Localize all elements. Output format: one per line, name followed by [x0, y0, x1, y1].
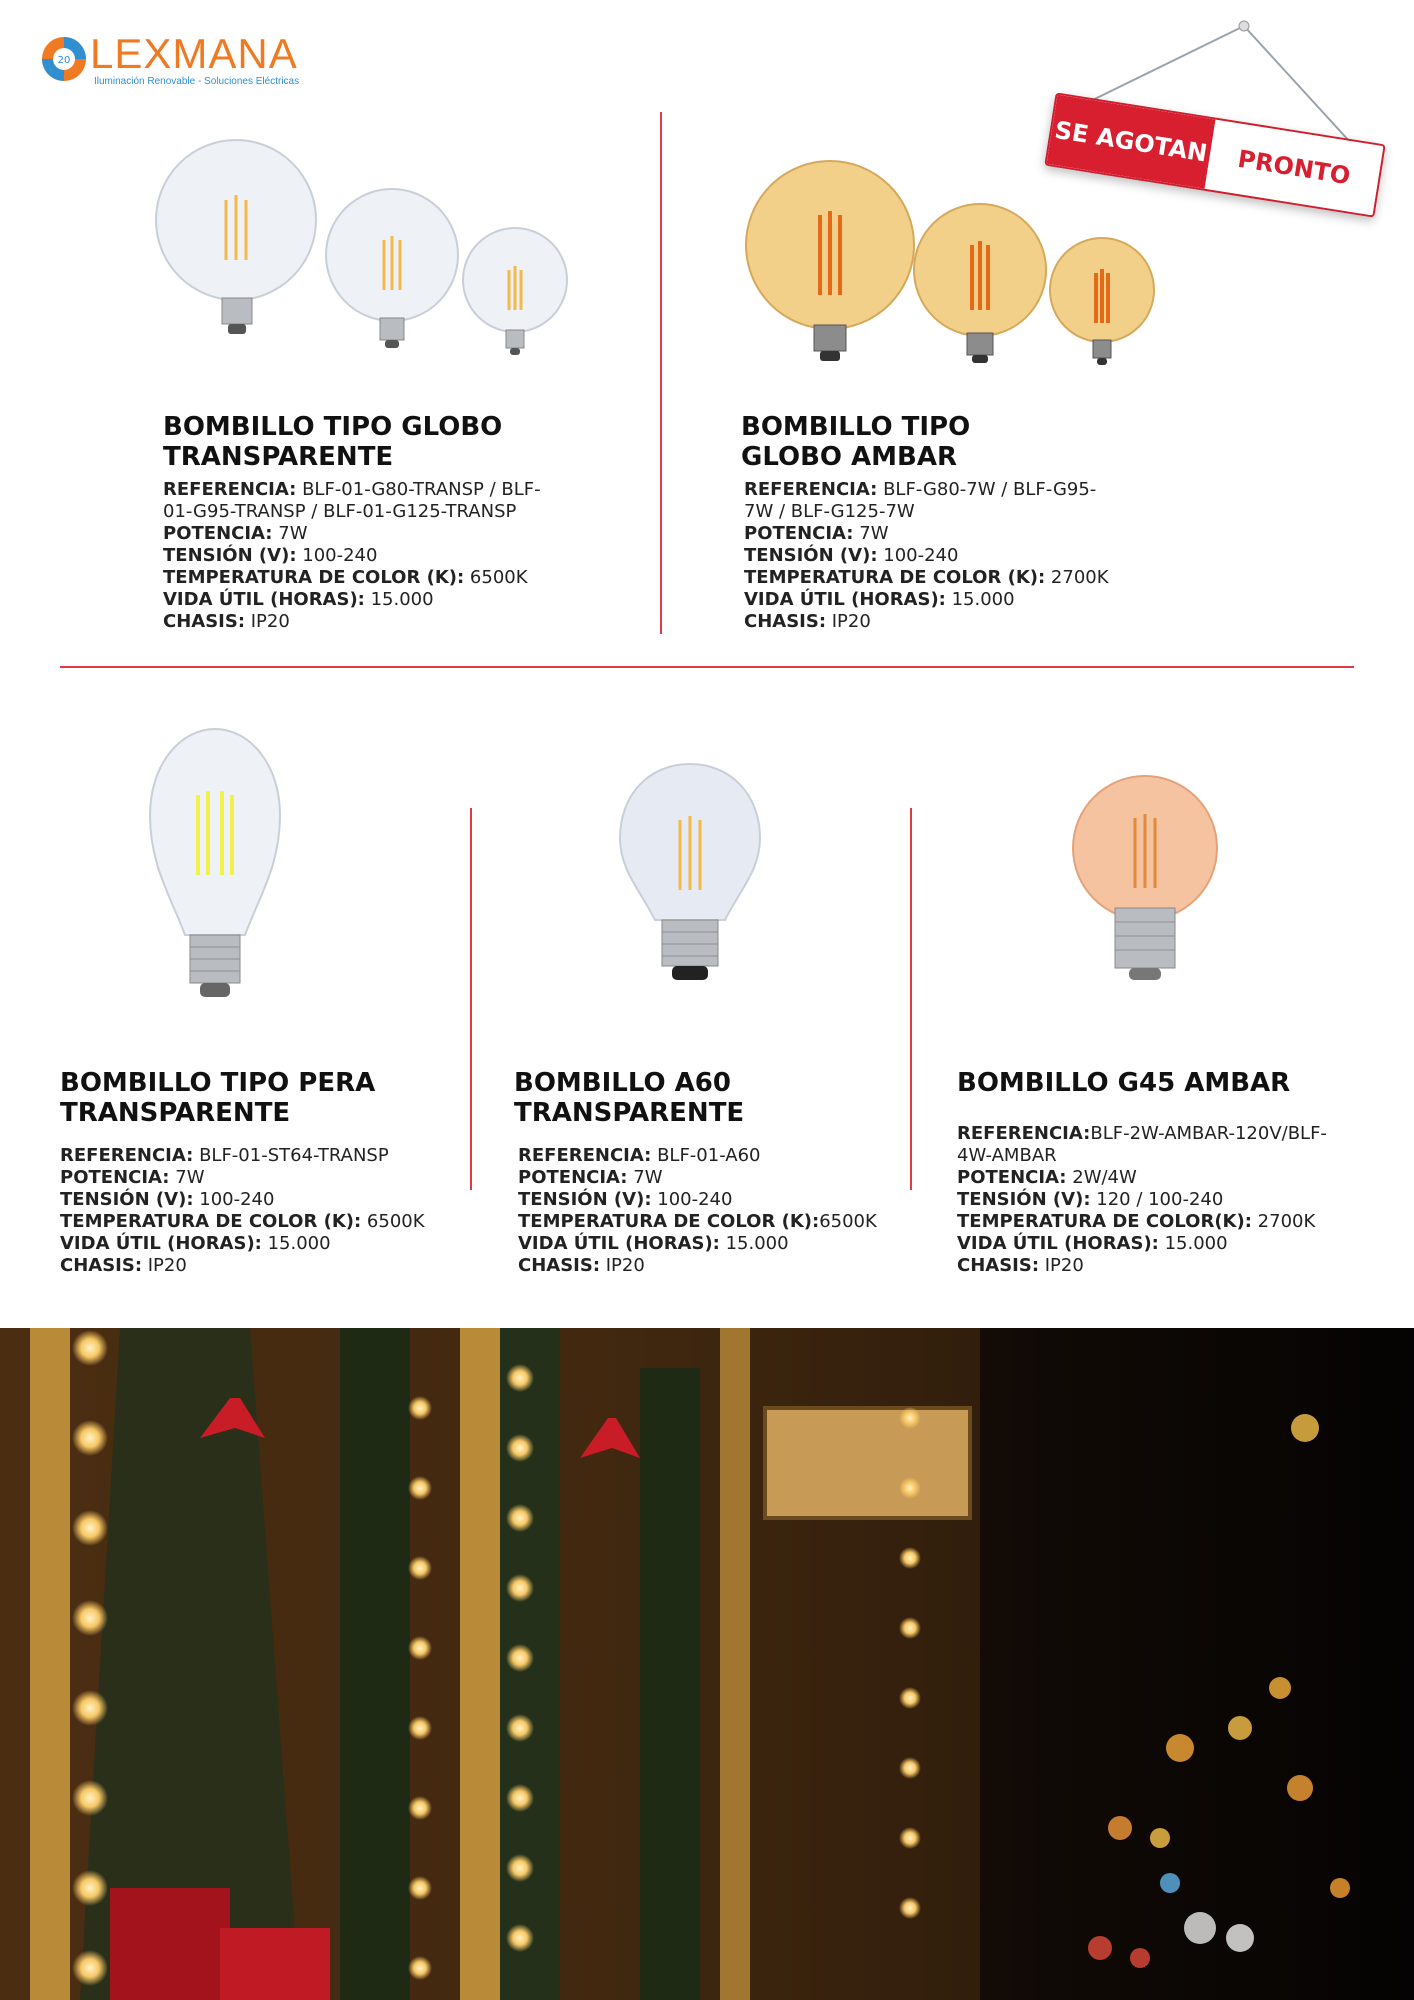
spec-tension: TENSIÓN (V): 100-240 — [518, 1189, 733, 1210]
spec-referencia-cont: 7W / BLF-G125-7W — [744, 501, 915, 522]
brand-name: LEXMANA — [90, 30, 298, 77]
brand-logo — [40, 30, 320, 90]
spec-tension: TENSIÓN (V): 100-240 — [60, 1189, 275, 1210]
spec-vida-util: VIDA ÚTIL (HORAS): 15.000 — [957, 1233, 1228, 1254]
spec-referencia: REFERENCIA: BLF-01-G80-TRANSP / BLF- — [163, 479, 541, 500]
spec-potencia: POTENCIA: 7W — [518, 1167, 663, 1188]
spec-potencia: POTENCIA: 2W/4W — [957, 1167, 1137, 1188]
spec-potencia: POTENCIA: 7W — [163, 523, 308, 544]
column-divider-bottom-left — [470, 808, 472, 1190]
spec-referencia-cont: 4W-AMBAR — [957, 1145, 1057, 1166]
product-specs-pera-transparente — [60, 1145, 425, 1277]
product-specs-a60-transparente — [518, 1145, 877, 1277]
pear-bulb-image — [140, 725, 290, 1025]
spec-temperatura: TEMPERATURA DE COLOR (K):6500K — [518, 1211, 877, 1232]
spec-chasis: CHASIS: IP20 — [957, 1255, 1084, 1276]
a60-bulb-image — [610, 760, 770, 1020]
product-title-a60-transparente: BOMBILLO A60 TRANSPARENTE — [514, 1068, 745, 1128]
g45-amber-bulb-image — [1065, 768, 1225, 1008]
product-title-globe-transparente: BOMBILLO TIPO GLOBO TRANSPARENTE — [163, 412, 503, 472]
spec-temperatura: TEMPERATURA DE COLOR (K): 2700K — [744, 567, 1109, 588]
product-specs-g45-ambar — [957, 1123, 1327, 1277]
spec-temperatura: TEMPERATURA DE COLOR(K): 2700K — [957, 1211, 1316, 1232]
spec-chasis: CHASIS: IP20 — [744, 611, 871, 632]
brand-tagline: Iluminación Renovable - Soluciones Eléctricas — [94, 76, 300, 87]
spec-vida-util: VIDA ÚTIL (HORAS): 15.000 — [518, 1233, 789, 1254]
spec-referencia: REFERENCIA: BLF-01-ST64-TRANSP — [60, 1145, 389, 1166]
column-divider-top — [660, 112, 662, 634]
christmas-storefront-photo — [0, 1328, 1414, 2000]
spec-chasis: CHASIS: IP20 — [163, 611, 290, 632]
spec-temperatura: TEMPERATURA DE COLOR (K): 6500K — [163, 567, 528, 588]
spec-chasis: CHASIS: IP20 — [518, 1255, 645, 1276]
clear-globe-bulbs-image — [150, 130, 580, 380]
spec-referencia: REFERENCIA:BLF-2W-AMBAR-120V/BLF- — [957, 1123, 1327, 1144]
product-specs-globe-transparente — [163, 479, 541, 633]
spec-referencia: REFERENCIA: BLF-01-A60 — [518, 1145, 761, 1166]
spec-potencia: POTENCIA: 7W — [744, 523, 889, 544]
product-specs-globe-ambar — [744, 479, 1109, 633]
amber-globe-bulbs-image — [740, 145, 1160, 385]
spec-referencia-cont: 01-G95-TRANSP / BLF-01-G125-TRANSP — [163, 501, 517, 522]
spec-referencia: REFERENCIA: BLF-G80-7W / BLF-G95- — [744, 479, 1097, 500]
spec-tension: TENSIÓN (V): 100-240 — [744, 545, 959, 566]
product-title-globe-ambar: BOMBILLO TIPO GLOBO AMBAR — [741, 412, 971, 472]
product-title-g45-ambar: BOMBILLO G45 AMBAR — [957, 1068, 1291, 1098]
sign-left-text: SE AGOTAN — [1047, 95, 1216, 189]
spec-vida-util: VIDA ÚTIL (HORAS): 15.000 — [163, 589, 434, 610]
column-divider-bottom-right — [910, 808, 912, 1190]
svg-text:20: 20 — [57, 55, 71, 66]
sign-right-text: PRONTO — [1205, 120, 1384, 216]
logo-sunburst-icon — [40, 34, 88, 84]
spec-tension: TENSIÓN (V): 120 / 100-240 — [957, 1189, 1224, 1210]
product-title-pera-transparente: BOMBILLO TIPO PERA TRANSPARENTE — [60, 1068, 376, 1128]
spec-chasis: CHASIS: IP20 — [60, 1255, 187, 1276]
spec-potencia: POTENCIA: 7W — [60, 1167, 205, 1188]
spec-vida-util: VIDA ÚTIL (HORAS): 15.000 — [744, 589, 1015, 610]
spec-temperatura: TEMPERATURA DE COLOR (K): 6500K — [60, 1211, 425, 1232]
spec-tension: TENSIÓN (V): 100-240 — [163, 545, 378, 566]
spec-vida-util: VIDA ÚTIL (HORAS): 15.000 — [60, 1233, 331, 1254]
row-divider — [60, 666, 1354, 668]
